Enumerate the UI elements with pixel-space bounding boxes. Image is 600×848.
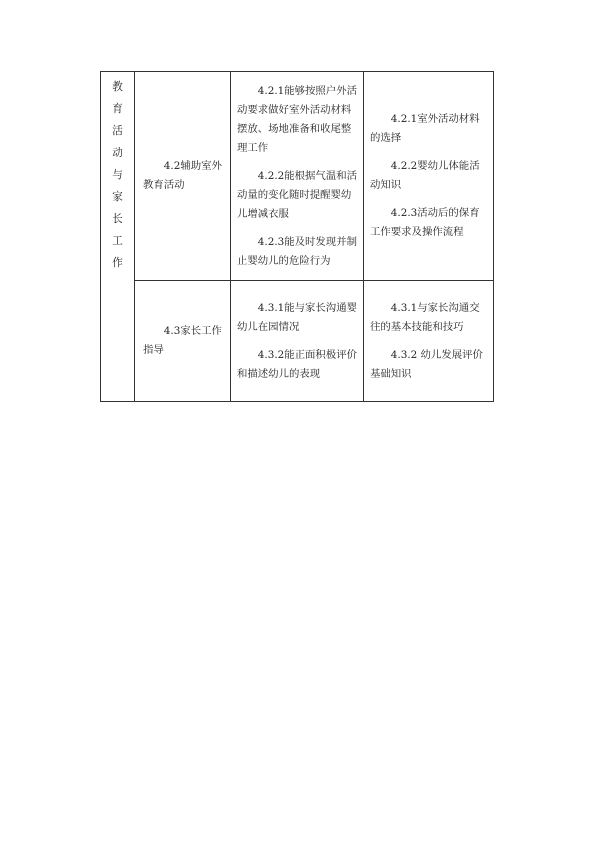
table-row (101, 281, 494, 402)
section-char: 活 (112, 125, 123, 137)
skill-item: 4.3.1能与家长沟通婴幼儿在园情况 (237, 301, 357, 333)
section-cell (101, 72, 135, 402)
section-char: 工 (112, 235, 123, 247)
section-char: 家 (112, 191, 123, 203)
section-char: 作 (112, 257, 123, 269)
skill-item: 4.3.2能正面积极评价和描述幼儿的表现 (237, 348, 357, 380)
knowledge-item: 4.2.2婴幼儿体能活动知识 (370, 160, 480, 191)
category-cell (135, 281, 231, 402)
section-char: 教 (112, 81, 123, 93)
knowledge-item: 4.2.1室外活动材料的选择 (370, 113, 480, 144)
skill-item: 4.2.2能根据气温和活动量的变化随时提醒婴幼儿增减衣服 (237, 169, 357, 220)
section-char: 长 (112, 213, 123, 225)
skill-item: 4.2.3能及时发现并制止婴幼儿的危险行为 (237, 235, 357, 267)
section-char: 与 (112, 169, 123, 181)
skill-item: 4.2.1能够按照户外活动要求做好室外活动材料摆放、场地准备和收尾整理工作 (237, 84, 357, 154)
skills-cell (231, 72, 364, 281)
knowledge-cell (364, 281, 494, 402)
table-row (101, 72, 494, 281)
category-cell (135, 72, 231, 281)
section-char: 动 (112, 147, 123, 159)
section-char: 育 (112, 103, 123, 115)
skills-table (100, 71, 494, 402)
category-label: 4.3家长工作指导 (143, 325, 222, 356)
category-label: 4.2辅助室外教育活动 (143, 160, 222, 191)
knowledge-item: 4.3.2 幼儿发展评价基础知识 (370, 348, 483, 380)
skills-cell (231, 281, 364, 402)
knowledge-cell (364, 72, 494, 281)
knowledge-item: 4.3.1与家长沟通交往的基本技能和技巧 (370, 301, 480, 333)
knowledge-item: 4.2.3活动后的保育工作要求及操作流程 (370, 207, 480, 238)
